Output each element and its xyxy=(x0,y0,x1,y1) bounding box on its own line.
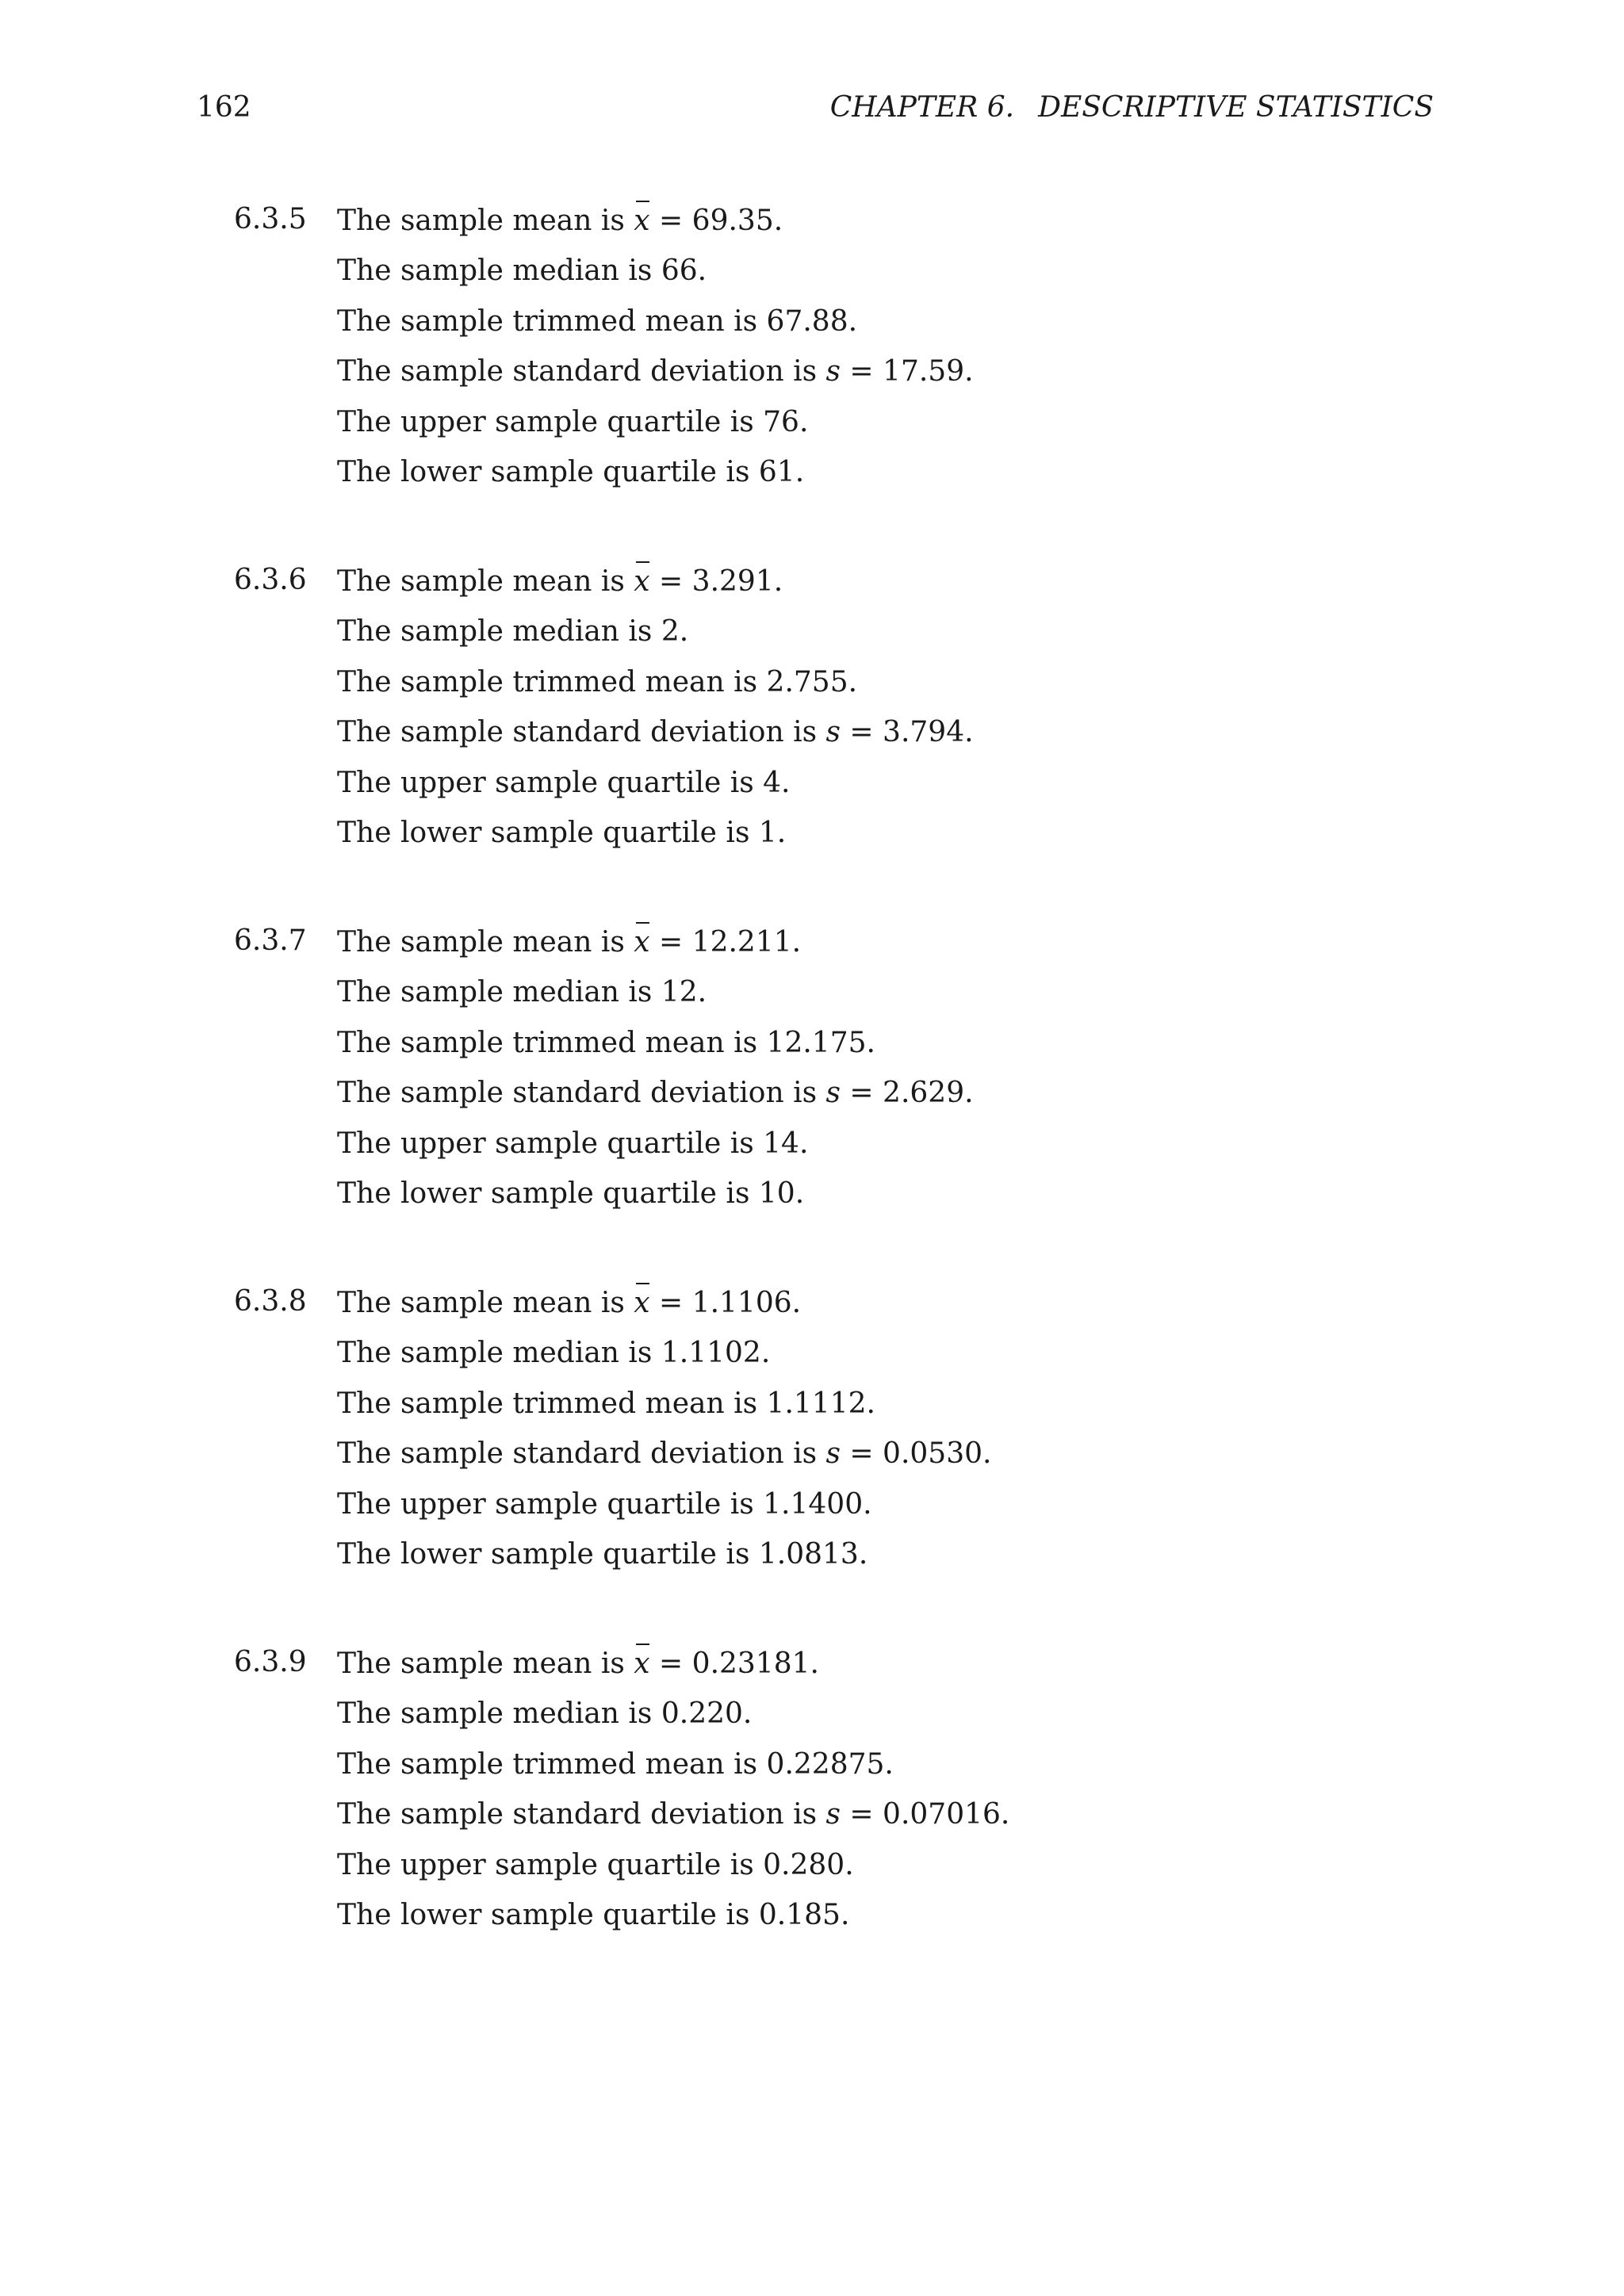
lower-quartile-line: The lower sample quartile is 0.185. xyxy=(337,1899,850,1932)
lower-quartile-line: The lower sample quartile is 1.0813. xyxy=(337,1538,868,1571)
sample-median-line: The sample median is 66. xyxy=(337,254,707,288)
solution-lines xyxy=(337,196,974,497)
upper-quartile-value: 76 xyxy=(763,405,799,438)
lower-quartile-value: 10 xyxy=(758,1177,795,1211)
sample-mean-line: The sample mean is x = 3.291. xyxy=(337,557,974,607)
lower-quartile-value: 1 xyxy=(758,817,777,850)
sample-std-dev-value: 2.629 xyxy=(883,1077,965,1110)
sample-mean-line: The sample mean is x = 1.1106. xyxy=(337,1278,991,1328)
lower-quartile-value: 1.0813 xyxy=(758,1538,859,1571)
sample-median-value: 12 xyxy=(661,976,698,1009)
sample-trimmed-mean-line: The sample trimmed mean is 12.175. xyxy=(337,1026,875,1059)
solution-item xyxy=(234,917,1423,1278)
sample-mean-line: The sample mean is x = 69.35. xyxy=(337,196,974,246)
sample-mean-value: 12.211 xyxy=(691,926,792,959)
sample-median-line: The sample median is 2. xyxy=(337,615,689,649)
sample-trimmed-mean-value: 1.1112 xyxy=(766,1387,867,1420)
sample-median-value: 0.220 xyxy=(661,1697,743,1731)
sample-trimmed-mean-value: 12.175 xyxy=(766,1026,867,1059)
solution-number: 6.3.6 xyxy=(234,564,307,596)
sample-std-dev-line: The sample standard deviation is s = 0.07016. xyxy=(337,1798,1010,1831)
running-head xyxy=(830,89,1434,127)
sample-trimmed-mean-value: 67.88 xyxy=(766,304,848,338)
sample-std-dev-line: The sample standard deviation is s = 17.59. xyxy=(337,355,974,388)
solution-item xyxy=(234,557,1423,917)
solution-number: 6.3.5 xyxy=(234,203,307,235)
sample-mean-value: 1.1106 xyxy=(691,1287,792,1319)
sample-std-dev-line: The sample standard deviation is s = 2.629. xyxy=(337,1077,974,1110)
sample-trimmed-mean-line: The sample trimmed mean is 1.1112. xyxy=(337,1387,875,1420)
solution-number: 6.3.8 xyxy=(234,1285,307,1318)
sample-median-value: 2 xyxy=(661,615,680,649)
upper-quartile-line: The upper sample quartile is 4. xyxy=(337,766,791,799)
lower-quartile-value: 61 xyxy=(758,456,795,489)
page-number: 162 xyxy=(197,91,251,124)
lower-quartile-value: 0.185 xyxy=(758,1899,841,1932)
upper-quartile-line: The upper sample quartile is 76. xyxy=(337,405,809,438)
sample-median-line: The sample median is 12. xyxy=(337,976,707,1009)
lower-quartile-line: The lower sample quartile is 61. xyxy=(337,456,805,489)
upper-quartile-value: 1.1400 xyxy=(763,1487,864,1521)
upper-quartile-line: The upper sample quartile is 1.1400. xyxy=(337,1487,872,1521)
sample-mean-value: 3.291 xyxy=(691,565,774,598)
upper-quartile-line: The upper sample quartile is 14. xyxy=(337,1127,809,1160)
sample-mean-value: 0.23181 xyxy=(691,1647,810,1680)
sample-std-dev-value: 0.0530 xyxy=(883,1437,983,1471)
sample-trimmed-mean-value: 2.755 xyxy=(766,665,848,698)
sample-trimmed-mean-line: The sample trimmed mean is 0.22875. xyxy=(337,1747,894,1781)
solution-lines xyxy=(337,1278,991,1579)
sample-trimmed-mean-line: The sample trimmed mean is 2.755. xyxy=(337,665,858,698)
lower-quartile-line: The lower sample quartile is 1. xyxy=(337,817,787,850)
solution-number: 6.3.9 xyxy=(234,1646,307,1678)
sample-median-line: The sample median is 1.1102. xyxy=(337,1337,771,1370)
upper-quartile-value: 4 xyxy=(763,766,782,799)
sample-trimmed-mean-line: The sample trimmed mean is 67.88. xyxy=(337,304,858,338)
solution-number: 6.3.7 xyxy=(234,924,307,957)
upper-quartile-line: The upper sample quartile is 0.280. xyxy=(337,1848,854,1881)
sample-median-value: 66 xyxy=(661,254,698,288)
upper-quartile-value: 14 xyxy=(763,1127,799,1160)
running-head-title: DESCRIPTIVE STATISTICS xyxy=(1038,91,1434,124)
solutions-list xyxy=(234,196,1423,1999)
solution-item xyxy=(234,1639,1423,1999)
solution-lines xyxy=(337,557,974,858)
sample-trimmed-mean-value: 0.22875 xyxy=(766,1747,885,1781)
running-head-chapter: CHAPTER 6. xyxy=(829,91,1015,124)
sample-median-value: 1.1102 xyxy=(661,1337,761,1370)
sample-std-dev-value: 17.59 xyxy=(883,355,965,388)
lower-quartile-line: The lower sample quartile is 10. xyxy=(337,1177,805,1211)
solution-lines xyxy=(337,917,974,1219)
sample-std-dev-value: 3.794 xyxy=(883,716,965,749)
sample-mean-value: 69.35 xyxy=(691,205,774,237)
sample-std-dev-value: 0.07016 xyxy=(883,1798,1001,1831)
sample-mean-line: The sample mean is x = 12.211. xyxy=(337,917,974,967)
solution-item xyxy=(234,1278,1423,1639)
sample-median-line: The sample median is 0.220. xyxy=(337,1697,753,1731)
solution-item xyxy=(234,196,1423,557)
solution-lines xyxy=(337,1639,1009,1940)
sample-std-dev-line: The sample standard deviation is s = 0.0530. xyxy=(337,1437,992,1471)
sample-mean-line: The sample mean is x = 0.23181. xyxy=(337,1639,1009,1689)
sample-std-dev-line: The sample standard deviation is s = 3.794. xyxy=(337,716,974,749)
upper-quartile-value: 0.280 xyxy=(763,1848,845,1881)
